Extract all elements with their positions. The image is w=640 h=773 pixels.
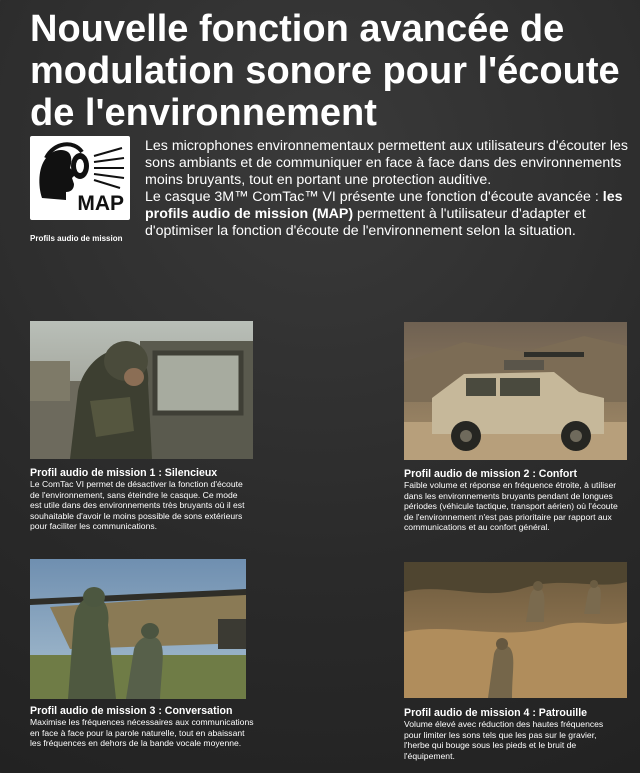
profile-4-desc: Volume élevé avec réduction des hautes fréquences pour limiter les sons tels que les pas sur le gravier, l'herbe qui bouge sous les pieds et le bruit de l'équipement. (404, 719, 604, 761)
headset-ear-icon (30, 136, 130, 220)
intro-text (145, 138, 635, 240)
profile-3-desc: Maximise les fréquences nécessaires aux communications en face à face pour la parole naturelle, tout en abaissant les fréquences en dehors de la bande vocale moyenne. (30, 717, 254, 749)
page-title (30, 8, 635, 134)
intro-paragraph-2 (145, 189, 635, 240)
photo-helicopter-soldiers (30, 559, 246, 699)
title-line-1: Nouvelle fonction avancée de (30, 8, 565, 50)
intro-p2-before: Le casque 3M™ ComTac™ VI présente une fonction d'écoute avancée : (145, 189, 603, 205)
map-badge (30, 136, 136, 243)
profile-2 (404, 468, 626, 533)
photo-soldier-vehicle (30, 321, 253, 459)
photo-humvee (404, 322, 627, 460)
intro-paragraph-1: Les microphones environnementaux permettent aux utilisateurs d'écouter les sons ambiants et de communiquer en face à face dans des environnements moins bruyants, tout en portant une protection auditive. (145, 138, 628, 188)
profile-4-title: Profil audio de mission 4 : Patrouille (404, 707, 588, 719)
profile-4 (404, 707, 609, 761)
profile-1-title: Profil audio de mission 1 : Silencieux (30, 467, 218, 479)
profile-1 (30, 467, 245, 532)
intro-p2-after: permettent à l'utilisateur d'adapter et d'optimiser la fonction d'écoute de l'environnement selon la situation. (145, 206, 586, 239)
profile-2-desc: Faible volume et réponse en fréquence étroite, à utiliser dans les environnements bruyants pendant de longues périodes (véhicule tactique, transport aérien) où l'écoute de l'environnement n'est pas prioritaire par rapport aux communications et au confort général. (404, 480, 618, 533)
title-line-3: de l'environnement (30, 92, 377, 134)
title-line-2: modulation sonore pour l'écoute (30, 50, 620, 92)
intro-p2-strong: les profils audio de mission (MAP) (145, 189, 623, 222)
profile-1-desc: Le ComTac VI permet de désactiver la fonction d'écoute de l'environnement, sans éteindre le casque. Ce mode est utile dans des environnements très bruyants où il est souhaitable d'avoir le moins possible de sons extérieurs pour faciliter les communications. (30, 479, 245, 532)
map-label: MAP (77, 192, 124, 215)
profile-3-title: Profil audio de mission 3 : Conversation (30, 705, 233, 717)
profile-2-title: Profil audio de mission 2 : Confort (404, 468, 578, 480)
profile-3 (30, 705, 255, 749)
photo-patrol-field (404, 562, 627, 698)
map-caption: Profils audio de mission (30, 234, 123, 243)
